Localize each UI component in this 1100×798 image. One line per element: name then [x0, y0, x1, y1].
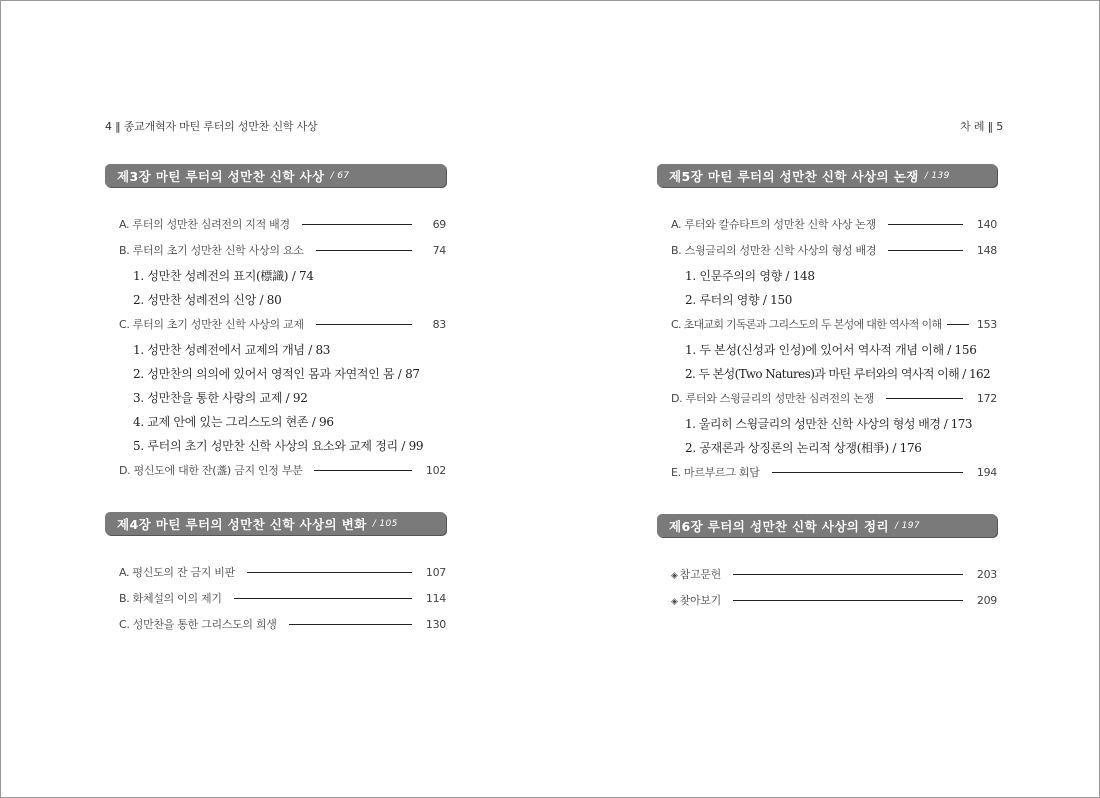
leader-line — [289, 624, 412, 625]
toc-entry-label: A. 평신도의 잔 금지 비판 — [119, 566, 235, 579]
toc-entry-label — [657, 566, 721, 582]
toc-entry[interactable] — [105, 457, 446, 483]
leader-line — [888, 224, 963, 225]
toc-entry[interactable] — [657, 561, 997, 587]
toc-entry[interactable] — [105, 611, 446, 637]
chapter-4-entries — [105, 559, 446, 637]
toc-entry-label: C. 루터의 초기 성만찬 신학 사상의 교제 — [119, 318, 304, 331]
toc-entry-label: D. 루터와 스윙글리의 성만찬 심려전의 논쟁 — [671, 392, 874, 405]
chapter-title: 제4장 마틴 루터의 성만찬 신학 사상의 변화 — [117, 516, 367, 532]
toc-subentry[interactable]: 4. 교제 안에 있는 그리스도의 현존 / 96 — [133, 414, 334, 429]
toc-subentry[interactable]: 1. 인문주의의 영향 / 148 — [685, 268, 815, 283]
running-head-left — [105, 118, 317, 134]
chapter-title: 제6장 루터의 성만찬 신학 사상의 정리 — [669, 518, 889, 534]
toc-entry[interactable] — [105, 211, 446, 237]
chapter-4-heading[interactable] — [105, 512, 446, 535]
toc-entry-label: B. 화체설의 이의 제기 — [119, 592, 222, 605]
toc-entry-page: 153 — [976, 317, 997, 331]
leader-line — [733, 574, 963, 575]
toc-entry-page: 140 — [976, 217, 997, 231]
toc-entry-label: C. 성만찬을 통한 그리스도의 희생 — [119, 618, 277, 631]
header-separator: ‖ — [115, 120, 124, 133]
toc-subentry[interactable]: 2. 성만찬의 의의에 있어서 영적인 몸과 자연적인 몸 / 87 — [133, 366, 420, 381]
left-book-title: 종교개혁자 마틴 루터의 성만찬 신학 사상 — [123, 120, 318, 133]
toc-entry[interactable] — [657, 311, 997, 337]
chapter-3-heading[interactable] — [105, 164, 446, 187]
toc-entry[interactable] — [105, 585, 446, 611]
chapter-5-heading[interactable] — [657, 164, 997, 187]
toc-entry-page: 194 — [976, 465, 997, 479]
toc-subentry[interactable]: 3. 성만찬을 통한 사랑의 교제 / 92 — [133, 390, 308, 405]
toc-subentry[interactable]: 2. 공재론과 상징론의 논리적 상쟁(相爭) / 176 — [685, 440, 922, 455]
right-page-number: 5 — [996, 120, 1003, 133]
toc-entry-page: 74 — [432, 243, 446, 257]
toc-entry[interactable] — [105, 559, 446, 585]
toc-entry-text: 참고문헌 — [679, 568, 721, 581]
toc-subentry[interactable]: 2. 루터의 영향 / 150 — [685, 292, 793, 307]
chapter-3-entries — [105, 211, 446, 483]
leader-line — [947, 324, 969, 325]
toc-entry[interactable] — [657, 211, 997, 237]
toc-subentry[interactable]: 1. 성만찬 성례전에서 교제의 개념 / 83 — [133, 342, 331, 357]
chapter-page: / 197 — [894, 520, 921, 531]
toc-entry-label: B. 루터의 초기 성만찬 신학 사상의 요소 — [119, 244, 304, 257]
chapter-page: / 139 — [924, 170, 950, 181]
toc-entry-label: E. 마르부르그 회담 — [671, 466, 760, 479]
leader-line — [886, 398, 963, 399]
toc-entry-label: B. 스윙글리의 성만찬 신학 사상의 형성 배경 — [671, 244, 877, 257]
toc-entry[interactable] — [105, 237, 446, 263]
leader-line — [234, 598, 412, 599]
toc-subentry[interactable]: 1. 성만찬 성례전의 표지(標識) / 74 — [133, 268, 314, 283]
chapter-6-heading[interactable] — [657, 514, 997, 537]
toc-entry-label: A. 루터의 성만찬 심려전의 지적 배경 — [119, 218, 290, 231]
leader-line — [302, 224, 412, 225]
toc-entry[interactable] — [657, 385, 997, 411]
toc-entry[interactable] — [657, 237, 997, 263]
toc-subentry[interactable]: 1. 울리히 스윙글리의 성만찬 신학 사상의 형성 배경 / 173 — [685, 416, 973, 431]
toc-subentry[interactable]: 5. 루터의 초기 성만찬 신학 사상의 요소와 교제 정리 / 99 — [133, 438, 424, 453]
toc-entry-label: D. 평신도에 대한 잔(盞) 금지 인정 부분 — [119, 464, 303, 477]
chapter-6-entries — [657, 561, 997, 613]
left-column — [105, 164, 446, 637]
toc-entry-page: 107 — [425, 565, 446, 579]
toc-entry-page: 102 — [425, 463, 446, 477]
toc-entry-page: 172 — [976, 391, 997, 405]
leader-line — [772, 472, 963, 473]
toc-entry-text: 찾아보기 — [679, 594, 721, 607]
toc-entry[interactable] — [657, 459, 997, 485]
toc-subentry[interactable]: 2. 두 본성(Two Natures)과 마틴 루터와의 역사적 이해 / 162 — [685, 366, 991, 381]
toc-entry-page: 148 — [976, 243, 997, 257]
toc-entry-page: 69 — [432, 217, 446, 231]
toc-entry-label: A. 루터와 칼슈타트의 성만찬 신학 사상 논쟁 — [671, 218, 876, 231]
leader-line — [888, 250, 963, 251]
running-head-right — [960, 118, 1003, 134]
chapter-title: 제5장 마틴 루터의 성만찬 신학 사상의 논쟁 — [669, 168, 919, 184]
toc-entry-label: C. 초대교회 기독론과 그리스도의 두 본성에 대한 역사적 이해 — [671, 318, 942, 331]
chapter-5-entries — [657, 211, 997, 485]
toc-entry-page: 83 — [432, 317, 446, 331]
leader-line — [247, 572, 412, 573]
chapter-title: 제3장 마틴 루터의 성만찬 신학 사상 — [117, 168, 325, 184]
toc-entry[interactable] — [105, 311, 446, 337]
right-section-title: 차 례 — [960, 120, 985, 133]
chapter-page: / 67 — [330, 170, 350, 181]
right-column — [657, 164, 997, 613]
diamond-icon: ◈ — [671, 597, 678, 607]
chapter-page: / 105 — [372, 518, 398, 529]
header-separator: ‖ — [987, 120, 997, 133]
toc-subentry[interactable]: 1. 두 본성(신성과 인성)에 있어서 역사적 개념 이해 / 156 — [685, 342, 977, 357]
toc-entry-page: 114 — [425, 591, 446, 605]
diamond-icon: ◈ — [671, 571, 678, 581]
toc-entry-label — [657, 592, 721, 608]
leader-line — [316, 324, 412, 325]
toc-entry[interactable] — [657, 587, 997, 613]
toc-entry-page: 209 — [976, 593, 997, 607]
leader-line — [316, 250, 412, 251]
toc-subentry[interactable]: 2. 성만찬 성례전의 신앙 / 80 — [133, 292, 282, 307]
leader-line — [314, 470, 412, 471]
left-page-number: 4 — [105, 120, 112, 133]
toc-entry-page: 130 — [425, 617, 446, 631]
leader-line — [733, 600, 963, 601]
toc-entry-page: 203 — [976, 567, 997, 581]
